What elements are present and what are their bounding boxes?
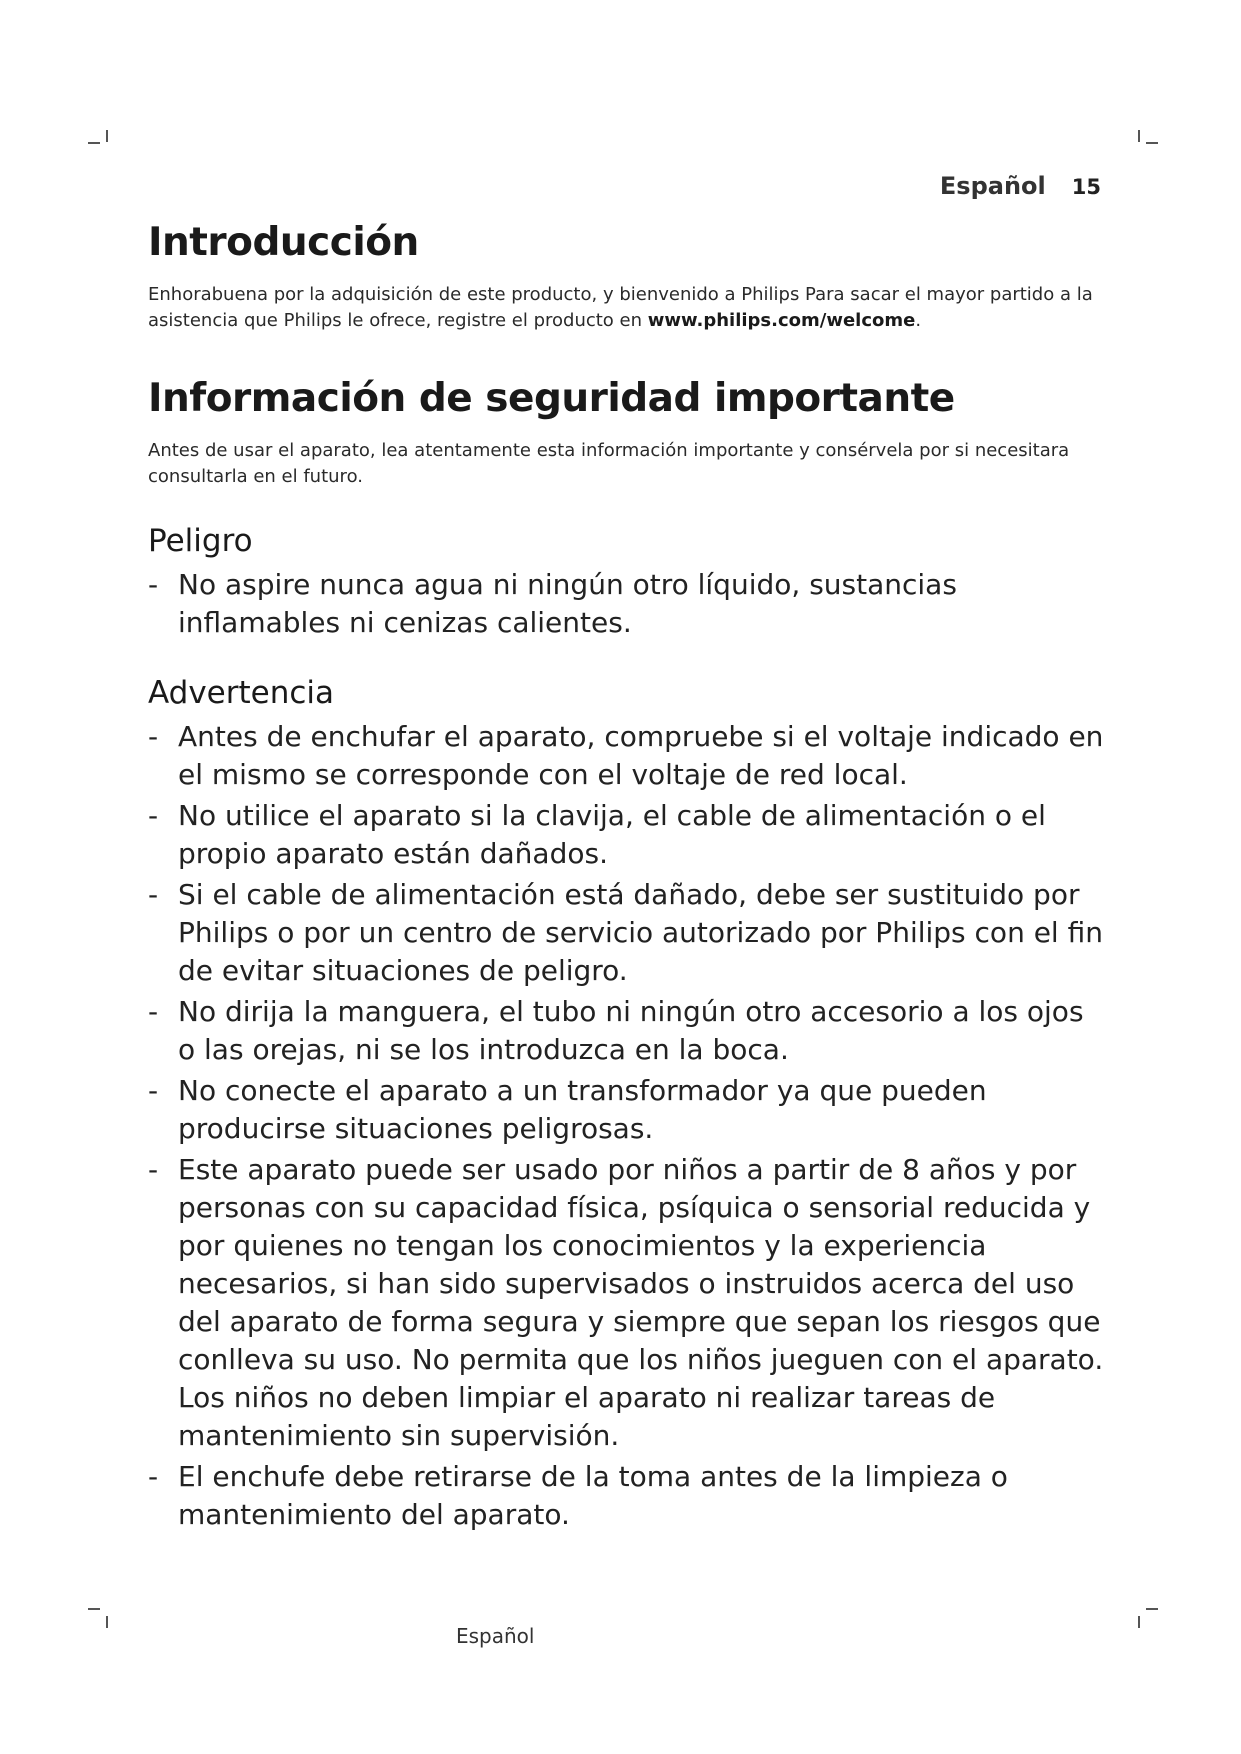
crop-mark [88, 142, 100, 144]
crop-mark [88, 1608, 100, 1610]
danger-list [148, 566, 1108, 642]
safety-text: Antes de usar el aparato, lea atentamente esta información importante y consérvela por si necesitara consultarla en el futuro. [148, 440, 1070, 487]
list-item: - Si el cable de alimentación está dañado, debe ser sustituido por Philips o por un centro de servicio autorizado por Philips con el fin de evitar situaciones de peligro. [148, 878, 1103, 987]
danger-section [148, 520, 1108, 642]
crop-mark [1138, 1616, 1140, 1628]
introduction-section [148, 216, 1108, 334]
running-header [940, 172, 1101, 200]
warning-title: Advertencia [148, 675, 335, 711]
danger-title: Peligro [148, 523, 253, 559]
page-content [148, 216, 1108, 1537]
safety-title: Información de seguridad importante [148, 376, 955, 421]
warning-section [148, 672, 1108, 1534]
welcome-link[interactable]: www.philips.com/welcome [647, 310, 916, 331]
introduction-text: Enhorabuena por la adquisición de este producto, y bienvenido a Philips Para sacar el mayor partido a la asistencia que Philips le ofrece, registre el producto en www.philips.com/welcome. [148, 284, 1093, 331]
warning-list [148, 718, 1108, 1534]
list-item: - No utilice el aparato si la clavija, el cable de alimentación o el propio aparato están dañados. [148, 799, 1046, 870]
introduction-title: Introducción [148, 220, 419, 265]
crop-mark [106, 130, 108, 142]
list-item: - No conecte el aparato a un transformador ya que pueden producirse situaciones peligrosas. [148, 1074, 987, 1145]
list-item: - No dirija la manguera, el tubo ni ningún otro accesorio a los ojos o las orejas, ni se los introduzca en la boca. [148, 995, 1084, 1066]
crop-mark [1146, 1608, 1158, 1610]
crop-mark [106, 1616, 108, 1628]
list-item: - Este aparato puede ser usado por niños a partir de 8 años y por personas con su capacidad física, psíquica o sensorial reducida y por quienes no tengan los conocimientos y la experiencia necesarios, si han sido supervisados o instruidos acerca del uso del aparato de forma segura y siempre que sepan los riesgos que conlleva su uso. No permita que los niños jueguen con el aparato. Los niños no deben limpiar el aparato ni realizar tareas de mantenimiento sin supervisión. [148, 1153, 1104, 1452]
footer-language: Español [456, 1624, 535, 1648]
page-number: 15 [1071, 175, 1101, 199]
crop-mark [1138, 130, 1140, 142]
safety-section [148, 372, 1108, 490]
header-language: Español [939, 172, 1046, 200]
crop-mark [1146, 142, 1158, 144]
list-item: - Antes de enchufar el aparato, compruebe si el voltaje indicado en el mismo se corresponde con el voltaje de red local. [148, 720, 1104, 791]
list-item: - No aspire nunca agua ni ningún otro líquido, sustancias inflamables ni cenizas calientes. [148, 568, 957, 639]
list-item: - El enchufe debe retirarse de la toma antes de la limpieza o mantenimiento del aparato. [148, 1460, 1008, 1531]
